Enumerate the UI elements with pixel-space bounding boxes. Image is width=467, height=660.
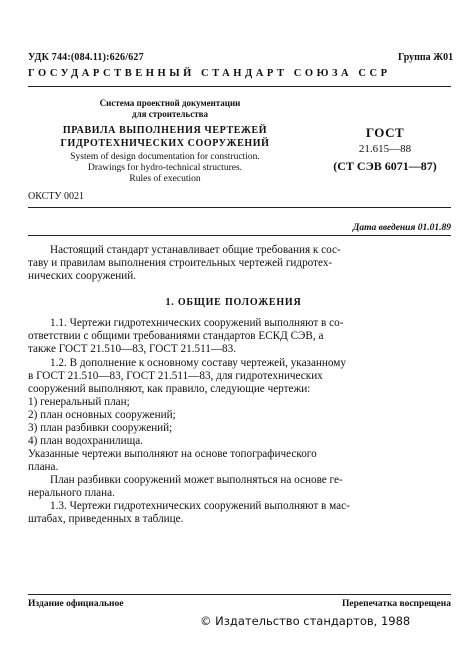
paragraph-1-3 [28, 500, 451, 526]
section-heading: 1. ОБЩИЕ ПОЛОЖЕНИЯ [165, 297, 302, 308]
paragraph-line: сооружений выполняют, как правило, следующие чертежи: [28, 383, 311, 395]
list-item: 3) план разбивки сооружений; [28, 422, 173, 434]
paragraph-line: штабах, приведенных в таблице. [28, 513, 184, 525]
state-standard-banner: ГОСУДАРСТВЕННЫЙ СТАНДАРТ СОЮЗА ССР [28, 68, 391, 79]
paragraph-1-1 [28, 317, 451, 356]
okstu-code: ОКСТУ 0021 [28, 191, 85, 202]
intro-line: нических сооружений. [28, 270, 136, 282]
title-en-line-2: Drawings for hydro-technical structures. [87, 163, 243, 173]
title-block-divider [28, 207, 451, 208]
paragraph-line: План разбивки сооружений может выполняться на основе ге- [50, 474, 343, 486]
paragraph-line: ответствии с общими требованиями стандартов ЕСКД СЭВ, а [28, 330, 324, 342]
paragraph-after-list [28, 448, 451, 474]
paragraph-line: в ГОСТ 21.510—83, ГОСТ 21.511—83, для гидротехнических [28, 370, 323, 382]
intro-paragraph [28, 244, 451, 283]
group-code: Группа Ж01 [398, 52, 454, 63]
paragraph-line: 1.3. Чертежи гидротехнических сооружений выполняют в мас- [50, 500, 350, 512]
introduction-date: Дата введения 01.01.89 [352, 223, 451, 233]
intro-line: таву и правилам выполнения строительных чертежей гидротех- [28, 257, 333, 269]
official-edition-label: Издание официальное [28, 599, 124, 609]
system-line-1: Система проектной документации [99, 98, 241, 108]
paragraph-line: Указанные чертежи выполняют на основе топографического [28, 448, 317, 460]
title-ru-line-2: ГИДРОТЕХНИЧЕСКИХ СООРУЖЕНИЙ [60, 138, 270, 149]
date-divider [28, 235, 451, 236]
paragraph-line: также ГОСТ 21.510—83, ГОСТ 21.511—83. [28, 343, 237, 355]
gost-sev-number: (СТ СЭВ 6071—87) [333, 159, 437, 173]
title-en-line-3: Rules of execution [129, 174, 201, 184]
list-item: 4) план водохранилища. [28, 435, 143, 447]
paragraph-1-2 [28, 357, 451, 396]
udk-code: УДК 744:(084.11):626/627 [28, 52, 144, 63]
paragraph-line: 1.2. В дополнение к основному составу чертежей, указанному [50, 357, 346, 369]
intro-line: Настоящий стандарт устанавливает общие требования к сос- [50, 244, 341, 256]
copyright-notice: © Издательство стандартов, 1988 [200, 614, 411, 628]
title-ru-line-1: ПРАВИЛА ВЫПОЛНЕНИЯ ЧЕРТЕЖЕЙ [62, 125, 268, 136]
footer-divider [28, 594, 451, 595]
reprint-prohibited-label: Перепечатка воспрещена [341, 599, 451, 609]
paragraph-line: 1.1. Чертежи гидротехнических сооружений выполняют в со- [50, 317, 344, 329]
drawings-list [28, 396, 451, 448]
paragraph-line: плана. [28, 461, 59, 473]
gost-label: ГОСТ [365, 125, 405, 140]
gost-number: 21.615—88 [358, 143, 412, 155]
list-item: 1) генеральный план; [28, 396, 130, 408]
header-divider [28, 86, 451, 87]
system-line-2: для строительства [132, 109, 208, 119]
paragraph-plan [28, 474, 451, 500]
list-item: 2) план основных сооружений; [28, 409, 176, 421]
paragraph-line: нерального плана. [28, 487, 115, 499]
title-en-line-1: System of design documentation for construction. [70, 152, 260, 162]
